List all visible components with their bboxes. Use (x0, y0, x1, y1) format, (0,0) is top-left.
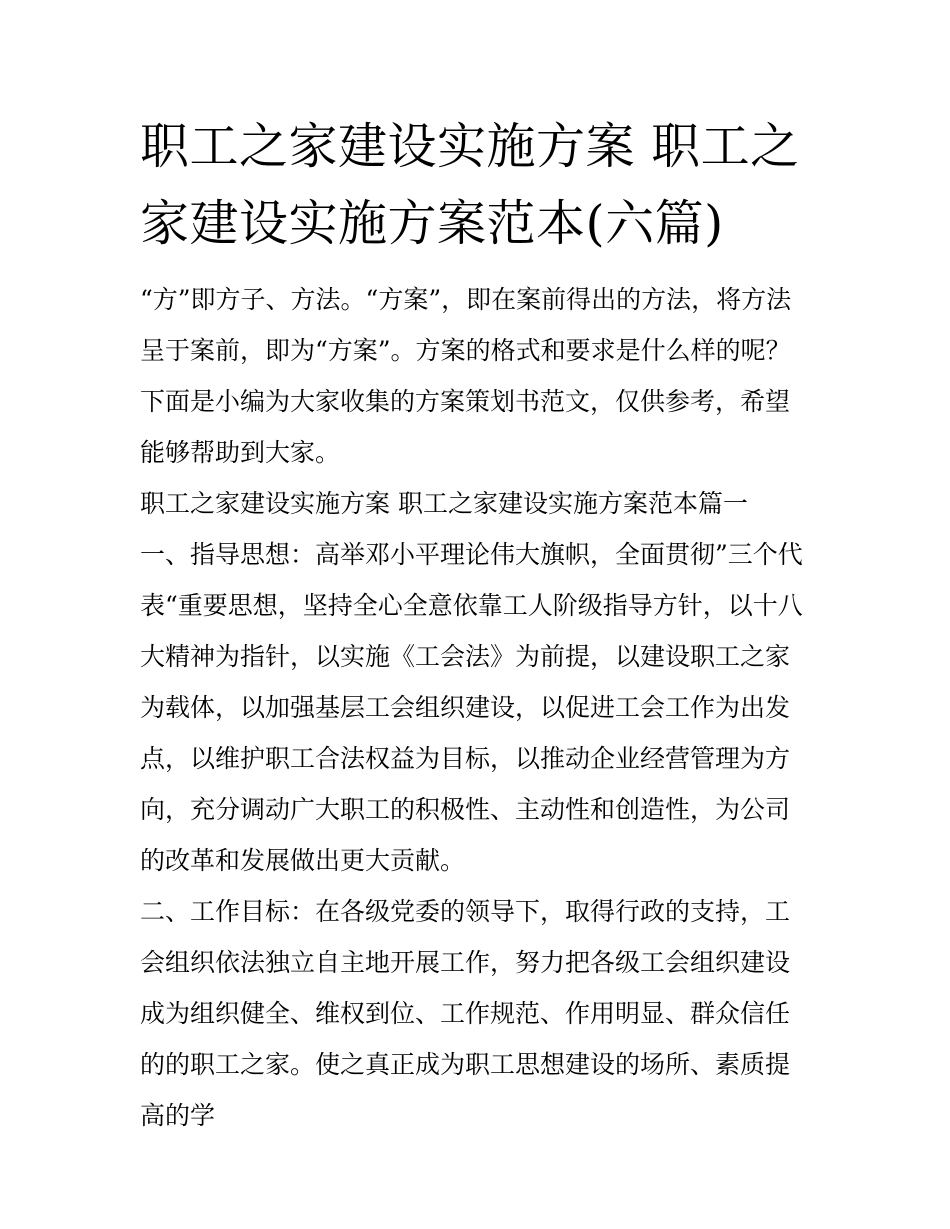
guiding-ideology-paragraph: 一、指导思想：高举邓小平理论伟大旗帜，全面贯彻”三个代表“重要思想，坚持全心全意依靠工人阶级指导方针，以十八大精神为指针，以实施《工会法》为前提，以建设职工之家为载体，以加强基层工会组织建设，以促进工会工作为出发点，以维护职工合法权益为目标，以推动企业经营管理为方向，充分调动广大职工的积极性、主动性和创造性，为公司的改革和发展做出更大贡献。 (140, 540, 803, 875)
document-title: 职工之家建设实施方案 职工之家建设实施方案范本(六篇) (140, 118, 800, 252)
intro-paragraph: “方”即方子、方法。“方案”，即在案前得出的方法，将方法呈于案前，即为“方案”。方案的格式和要求是什么样的呢？下面是小编为大家收集的方案策划书范文，仅供参考，希望能够帮助到大家。 (140, 285, 792, 467)
work-goals-paragraph: 二、工作目标：在各级党委的领导下，取得行政的支持，工会组织依法独立自主地开展工作，努力把各级工会组织建设成为组织健全、维权到位、工作规范、作用明显、群众信任的的职工之家。使之真正成为职工思想建设的场所、素质提高的学 (140, 897, 791, 1130)
section-heading: 职工之家建设实施方案 职工之家建设实施方案范本篇一 (140, 489, 748, 518)
